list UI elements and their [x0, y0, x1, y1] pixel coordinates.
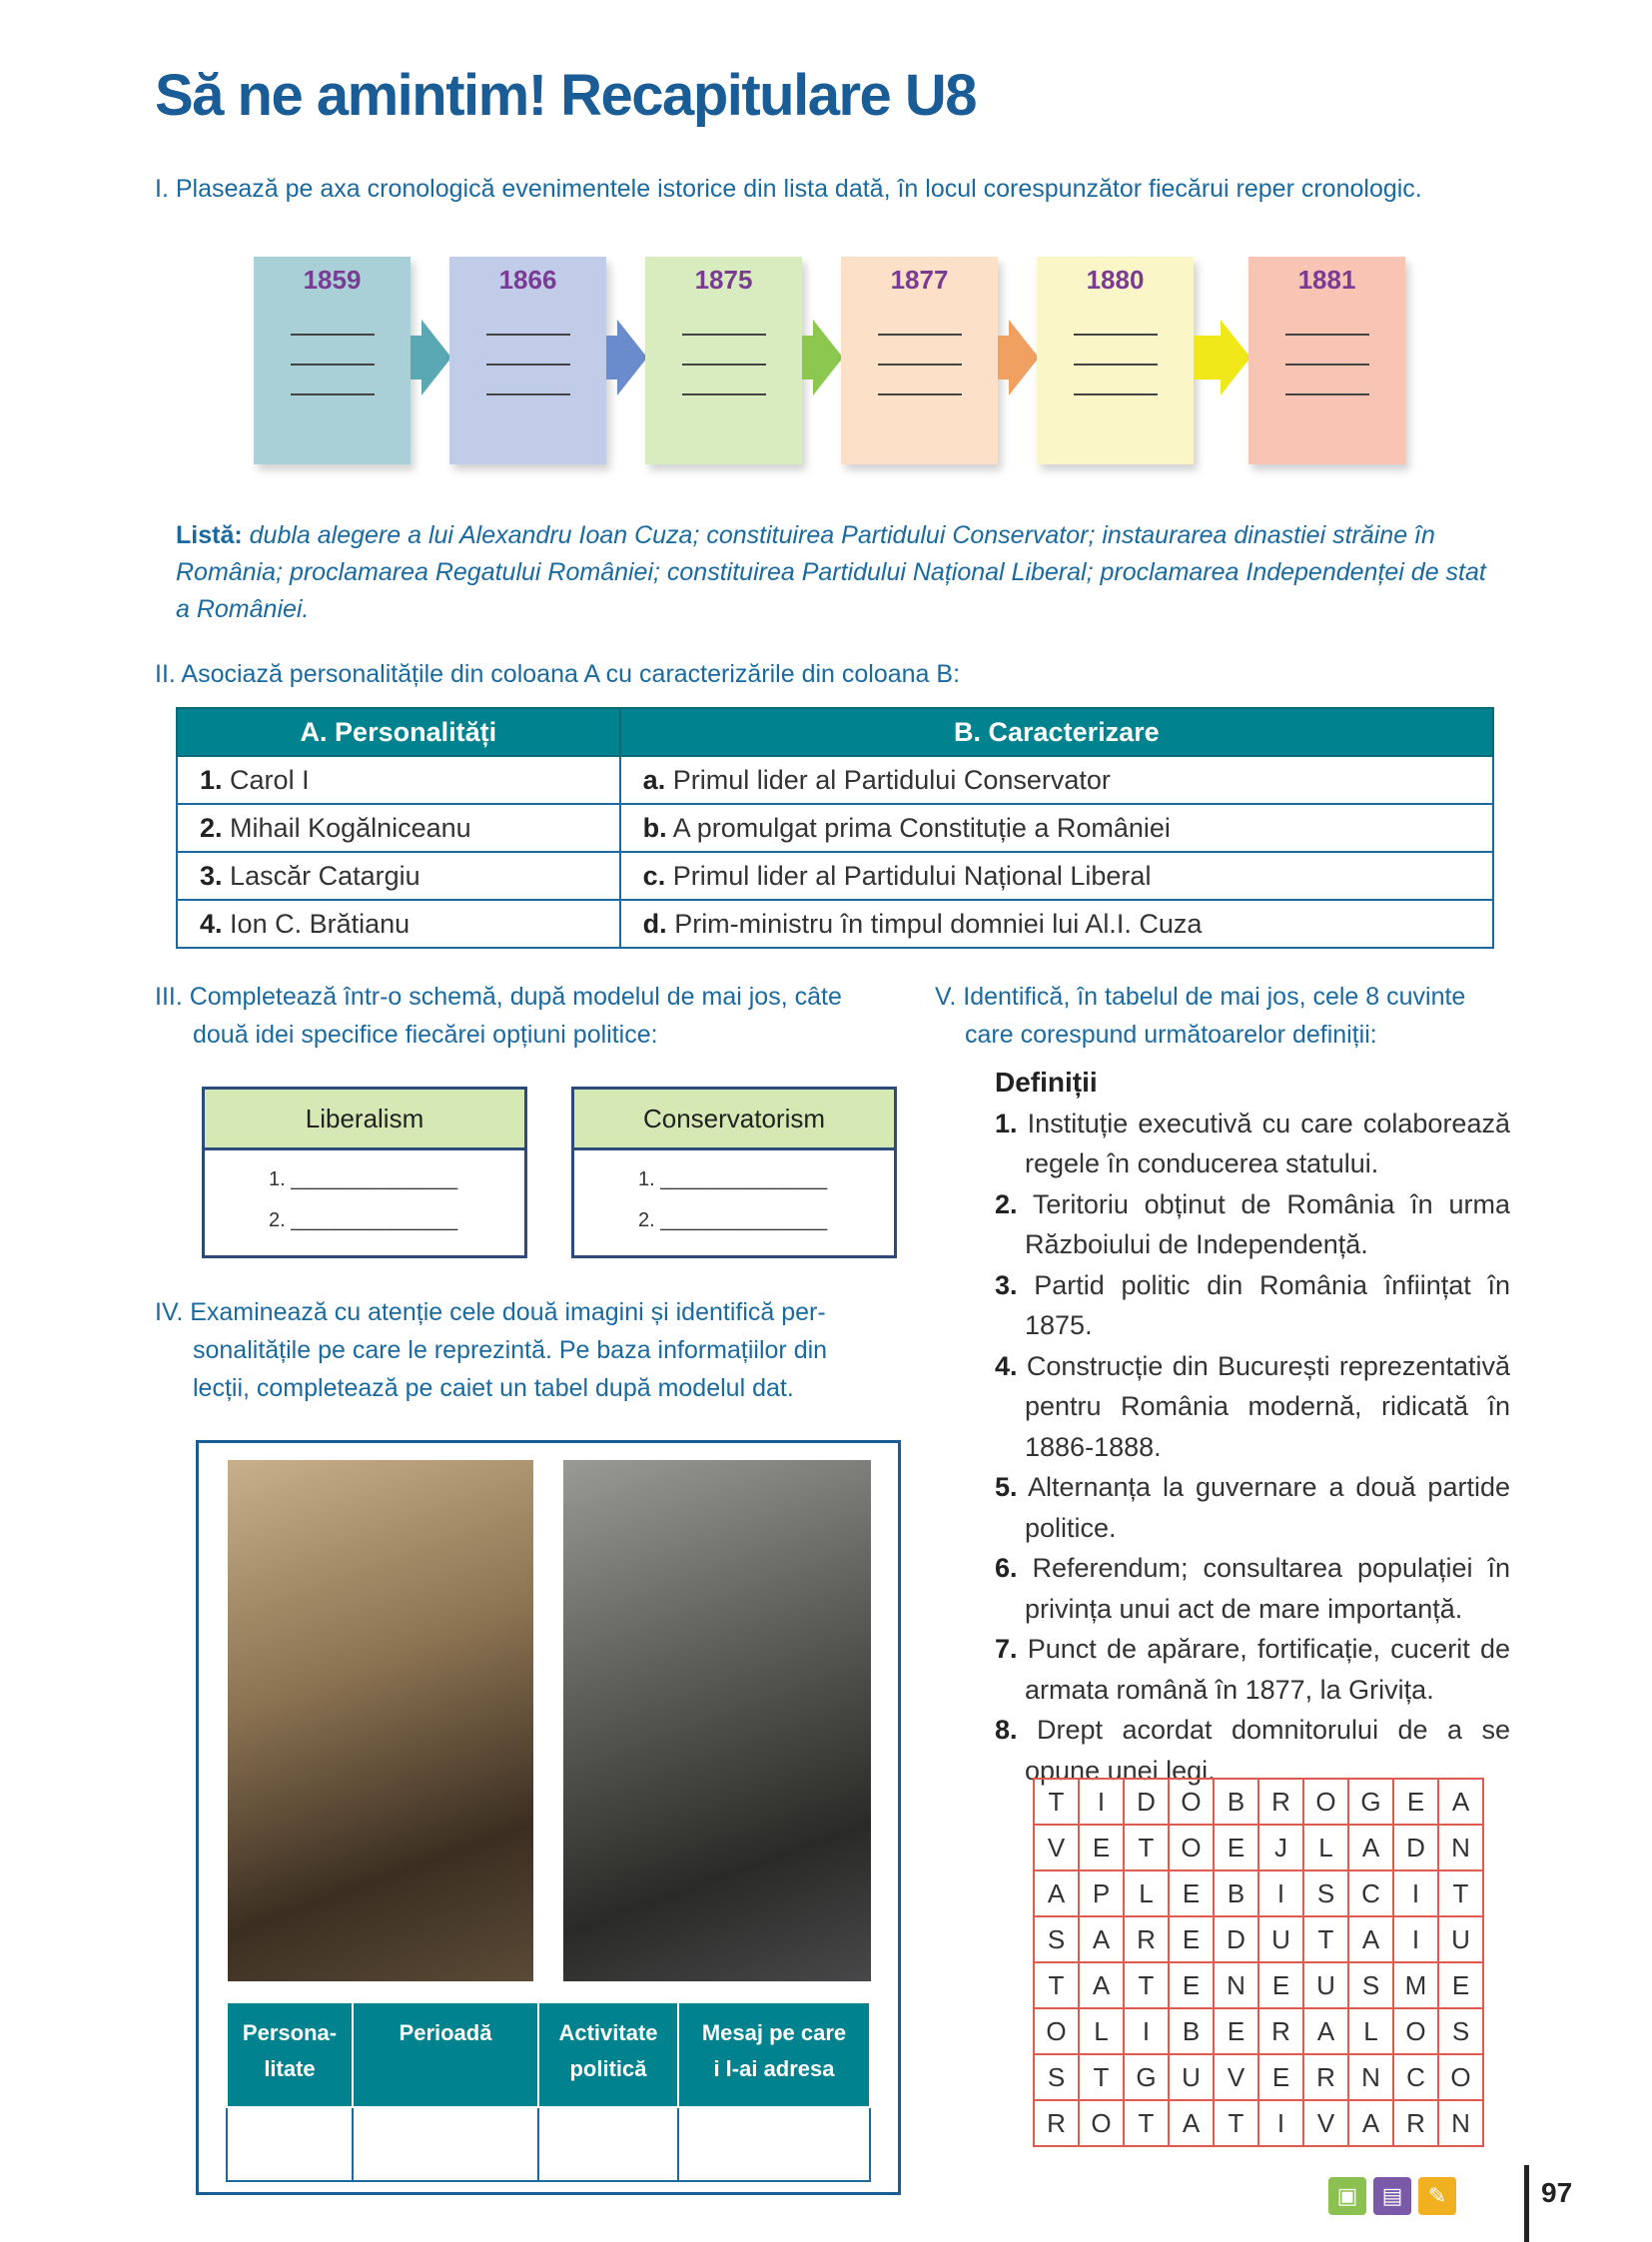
grid-cell: R [1258, 2008, 1303, 2054]
grid-cell: O [1079, 2100, 1124, 2146]
definition-item: 2. Teritoriu obținut de România în urma Războiului de Independență. [995, 1188, 1510, 1259]
grid-cell: E [1393, 1779, 1438, 1825]
grid-cell: T [1034, 1779, 1079, 1825]
column-b-header: B. Caracterizare [620, 708, 1493, 756]
grid-cell: I [1079, 1779, 1124, 1825]
grid-row [1034, 1870, 1483, 1916]
blank-line [682, 354, 766, 366]
grid-cell: A [1348, 1916, 1393, 1962]
timeline-box-1866 [449, 257, 606, 464]
table-row [177, 852, 1493, 900]
grid-row [1034, 1916, 1483, 1962]
timeline-year: 1877 [890, 265, 949, 295]
blank-line [878, 324, 962, 336]
grid-row [1034, 1779, 1483, 1825]
grid-cell: O [1303, 1779, 1348, 1825]
scheme-line: 1. _______________ [269, 1168, 458, 1190]
timeline-arrow-head [617, 320, 647, 395]
definition-item: 6. Referendum; consultarea populației în privința unui act de mare importanță. [995, 1553, 1510, 1624]
scheme-line: 2. _______________ [269, 1209, 458, 1231]
grid-cell: E [1169, 1870, 1214, 1916]
grid-cell: L [1124, 1870, 1169, 1916]
grid-cell: O [1034, 2008, 1079, 2054]
grid-cell: O [1169, 1825, 1214, 1870]
grid-cell: N [1348, 2054, 1393, 2100]
grid-cell: L [1348, 2008, 1393, 2054]
grid-cell: I [1124, 2008, 1169, 2054]
characterization-cell: c. Primul lider al Partidului Național Liberal [620, 852, 1493, 900]
portrait-photo-2 [563, 1460, 871, 1981]
col-message: Mesaj pe care i l-ai adresa [678, 2002, 870, 2107]
grid-cell: R [1124, 1916, 1169, 1962]
grid-cell: N [1214, 1962, 1258, 2008]
grid-cell: A [1348, 1825, 1393, 1870]
grid-cell: B [1214, 1870, 1258, 1916]
personality-cell: 2. Mihail Kogălniceanu [177, 804, 620, 852]
definitions-heading: Definiții [995, 1067, 1098, 1098]
grid-cell: D [1393, 1825, 1438, 1870]
grid-cell: A [1303, 2008, 1348, 2054]
characterization-cell: b. A promulgat prima Constituție a României [620, 804, 1493, 852]
table-row [177, 756, 1493, 804]
blank-line [682, 324, 766, 336]
portrait-photo-1 [228, 1460, 533, 1981]
association-table [176, 707, 1494, 949]
grid-cell: T [1214, 2100, 1258, 2146]
table-row [177, 900, 1493, 948]
blank-line [878, 354, 962, 366]
grid-cell: U [1258, 1916, 1303, 1962]
grid-cell: R [1034, 2100, 1079, 2146]
table-row [227, 2107, 870, 2181]
blank-line [1285, 383, 1369, 395]
grid-cell: V [1214, 2054, 1258, 2100]
blank-line [1285, 354, 1369, 366]
empty-cell [353, 2107, 538, 2181]
grid-cell: S [1438, 2008, 1483, 2054]
grid-cell: J [1258, 1825, 1303, 1870]
grid-cell: S [1034, 1916, 1079, 1962]
grid-cell: U [1438, 1916, 1483, 1962]
grid-cell: T [1124, 1825, 1169, 1870]
grid-cell: S [1348, 1962, 1393, 2008]
grid-cell: B [1214, 1779, 1258, 1825]
grid-row [1034, 2100, 1483, 2146]
timeline-year: 1859 [303, 265, 362, 295]
grid-cell: V [1303, 2100, 1348, 2146]
empty-cell [538, 2107, 678, 2181]
grid-cell: T [1079, 2054, 1124, 2100]
grid-cell: T [1034, 1962, 1079, 2008]
scheme-liberalism-title: Liberalism [205, 1090, 524, 1150]
definitions [995, 1063, 1510, 1791]
scheme-line: 1. _______________ [638, 1168, 828, 1190]
grid-cell: R [1303, 2054, 1348, 2100]
grid-cell: E [1438, 1962, 1483, 2008]
timeline-year: 1880 [1086, 265, 1145, 295]
question-5: V. Identifică, în tabelul de mai jos, cele 8 cuvinte care corespund următoarelor definiții: [935, 983, 1466, 1049]
personality-cell: 1. Carol I [177, 756, 620, 804]
film-icon[interactable]: ▤ [1373, 2177, 1411, 2215]
personality-table [226, 2001, 871, 2182]
grid-cell: S [1303, 1870, 1348, 1916]
grid-cell: O [1393, 2008, 1438, 2054]
scheme-conservatorism-title: Conservatorism [574, 1090, 894, 1150]
page-divider [1524, 2165, 1529, 2242]
grid-cell: A [1034, 1870, 1079, 1916]
page-number: 97 [1541, 2177, 1573, 2208]
personality-cell: 3. Lascăr Catargiu [177, 852, 620, 900]
image-icon[interactable]: ▣ [1328, 2177, 1366, 2215]
grid-row [1034, 1962, 1483, 2008]
empty-cell [227, 2107, 353, 2181]
page-title: Să ne amintim! Recapitulare U8 [155, 63, 977, 128]
grid-cell: L [1079, 2008, 1124, 2054]
grid-cell: S [1034, 2054, 1079, 2100]
characterization-cell: d. Prim-ministru în timpul domniei lui Al.I. Cuza [620, 900, 1493, 948]
question-2: II. Asociază personalitățile din coloana A cu caracterizările din coloana B: [155, 660, 961, 688]
list-label: Listă: [176, 521, 243, 549]
personality-cell: 4. Ion C. Brătianu [177, 900, 620, 948]
timeline-box-1877 [841, 257, 998, 464]
grid-cell: A [1079, 1962, 1124, 2008]
blank-line [291, 354, 375, 366]
grid-cell: E [1258, 2054, 1303, 2100]
grid-cell: L [1303, 1825, 1348, 1870]
grid-cell: G [1348, 1779, 1393, 1825]
definition-item: 1. Instituție executivă cu care colaborează regele în conducerea statului. [995, 1108, 1510, 1178]
grid-cell: E [1258, 1962, 1303, 2008]
timeline-year: 1866 [498, 265, 557, 295]
grid-cell: E [1079, 1825, 1124, 1870]
definitions-list [995, 1104, 1510, 1792]
grid-cell: O [1169, 1779, 1214, 1825]
blank-line [291, 324, 375, 336]
timeline-arrow-head [1221, 320, 1250, 395]
definition-item: 8. Drept acordat domnitorului de a se opune unei legi. [995, 1715, 1510, 1786]
blank-line [291, 383, 375, 395]
timeline-year: 1875 [694, 265, 753, 295]
scheme-line: 2. _______________ [638, 1209, 828, 1231]
grid-cell: R [1258, 1779, 1303, 1825]
blank-line [1074, 383, 1158, 395]
blank-line [1074, 354, 1158, 366]
definition-item: 4. Construcție din București reprezentativă pentru România modernă, ridicată în 1886-1888. [995, 1350, 1510, 1462]
col-period: Perioadă [353, 2002, 538, 2107]
col-political-activity: Activitate politică [538, 2002, 678, 2107]
grid-cell: C [1348, 1870, 1393, 1916]
timeline-box-1880 [1037, 257, 1194, 464]
grid-cell: U [1169, 2054, 1214, 2100]
grid-cell: N [1438, 2100, 1483, 2146]
grid-cell: A [1169, 2100, 1214, 2146]
grid-cell: R [1393, 2100, 1438, 2146]
grid-row [1034, 2008, 1483, 2054]
grid-cell: O [1438, 2054, 1483, 2100]
timeline-arrow [1194, 336, 1223, 379]
blank-line [1285, 324, 1369, 336]
event-list [176, 517, 1494, 628]
blank-line [1074, 324, 1158, 336]
definition-item: 5. Alternanța la guvernare a două partide politice. [995, 1472, 1510, 1543]
definition-item: 7. Punct de apărare, fortificație, cucerit de armata română în 1877, la Grivița. [995, 1634, 1510, 1705]
grid-cell: G [1124, 2054, 1169, 2100]
grid-cell: D [1214, 1916, 1258, 1962]
grid-cell: I [1393, 1870, 1438, 1916]
blank-line [486, 383, 570, 395]
col-personality: Persona- litate [227, 2002, 353, 2107]
question-3: III. Completează într-o schemă, după modelul de mai jos, câte două idei specifice fiecărei opțiuni politice: [155, 983, 842, 1049]
blank-line [486, 324, 570, 336]
grid-cell: P [1079, 1870, 1124, 1916]
grid-cell: E [1169, 1962, 1214, 2008]
blank-line [486, 354, 570, 366]
timeline-arrow-head [813, 320, 843, 395]
column-a-header: A. Personalități [177, 708, 620, 756]
table-row [177, 804, 1493, 852]
grid-cell: E [1169, 1916, 1214, 1962]
grid-cell: T [1124, 1962, 1169, 2008]
grid-cell: E [1214, 2008, 1258, 2054]
blank-line [682, 383, 766, 395]
grid-cell: B [1169, 2008, 1214, 2054]
grid-cell: T [1438, 1870, 1483, 1916]
grid-row [1034, 2054, 1483, 2100]
timeline-arrow-head [421, 320, 451, 395]
question-1: I. Plasează pe axa cronologică evenimentele istorice din lista dată, în locul corespunzător fiecărui reper cronologic. [155, 175, 1422, 203]
word-search-grid [1033, 1778, 1484, 2147]
grid-cell: T [1124, 2100, 1169, 2146]
grid-cell: I [1393, 1916, 1438, 1962]
empty-cell [678, 2107, 870, 2181]
list-text: dubla alegere a lui Alexandru Ioan Cuza; constituirea Partidului Conservator; instaurarea dinastiei străine în România; proclamarea Regatului României; constituirea Partidului Național Liberal; proclamarea Independenței de stat a României. [176, 521, 1486, 623]
definition-item: 3. Partid politic din România înființat în 1875. [995, 1269, 1510, 1340]
grid-row [1034, 1825, 1483, 1870]
grid-cell: I [1258, 2100, 1303, 2146]
timeline-box-1859 [254, 257, 411, 464]
grid-cell: U [1303, 1962, 1348, 2008]
grid-cell: A [1438, 1779, 1483, 1825]
pencil-icon[interactable]: ✎ [1418, 2177, 1456, 2215]
scheme-liberalism [202, 1087, 527, 1258]
grid-cell: M [1393, 1962, 1438, 2008]
grid-cell: T [1303, 1916, 1348, 1962]
timeline-year: 1881 [1297, 265, 1356, 295]
characterization-cell: a. Primul lider al Partidului Conservator [620, 756, 1493, 804]
scheme-conservatorism [571, 1087, 897, 1258]
question-4: IV. Examinează cu atenție cele două imagini și identifică per- sonalitățile pe care le reprezintă. Pe baza informațiilor din lecții, completează pe caiet un tabel după modelul dat. [155, 1298, 828, 1402]
grid-cell: D [1124, 1779, 1169, 1825]
timeline-box-1875 [645, 257, 802, 464]
blank-line [878, 383, 962, 395]
grid-cell: N [1438, 1825, 1483, 1870]
timeline-arrow-head [1009, 320, 1039, 395]
grid-cell: A [1348, 2100, 1393, 2146]
timeline-box-1881 [1248, 257, 1405, 464]
grid-cell: V [1034, 1825, 1079, 1870]
grid-cell: C [1393, 2054, 1438, 2100]
grid-cell: I [1258, 1870, 1303, 1916]
grid-cell: A [1079, 1916, 1124, 1962]
grid-cell: E [1214, 1825, 1258, 1870]
